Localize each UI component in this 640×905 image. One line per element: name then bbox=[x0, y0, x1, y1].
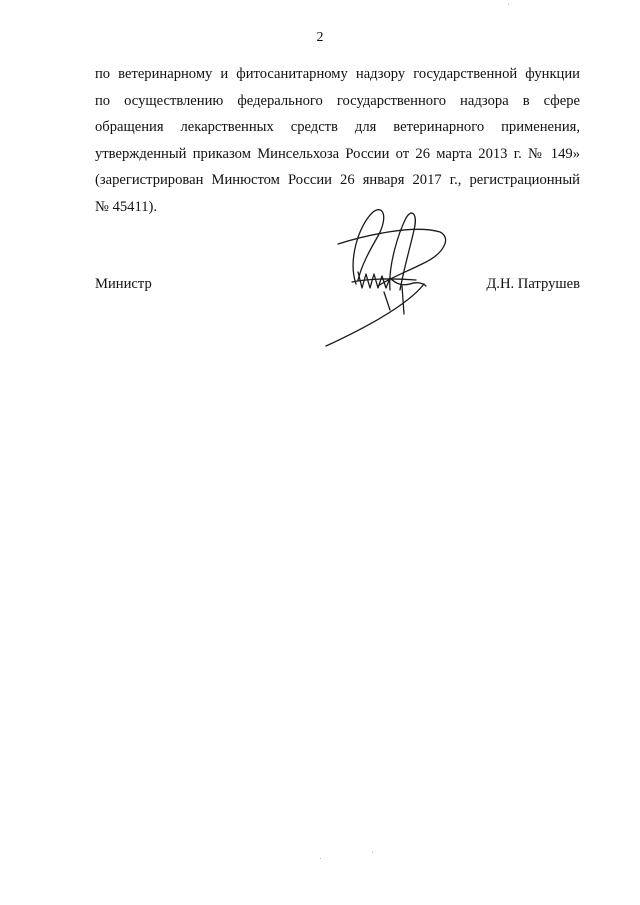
scan-speck bbox=[372, 852, 373, 853]
body-line: № 45411). bbox=[95, 198, 158, 215]
signatory-title: Министр bbox=[95, 276, 152, 292]
page-number: 2 bbox=[316, 30, 324, 45]
signatory-name: Д.Н. Патрушев bbox=[486, 276, 580, 292]
body-line: утвержденный приказом Минсельхоза России от 26 марта 2013 г. № 149» bbox=[95, 145, 580, 162]
body-line: обращения лекарственных средств для ветеринарного применения, bbox=[95, 119, 580, 135]
scan-speck bbox=[508, 4, 509, 5]
body-line: по ветеринарному и фитосанитарному надзору государственной функции bbox=[95, 66, 580, 82]
body-line: по осуществлению федерального государственного надзора в сфере bbox=[95, 92, 580, 109]
signature-block bbox=[95, 276, 580, 306]
body-line: (зарегистрирован Минюстом России 26 января 2017 г., регистрационный bbox=[95, 172, 580, 188]
scan-speck bbox=[320, 858, 321, 859]
body-paragraph bbox=[95, 61, 580, 220]
